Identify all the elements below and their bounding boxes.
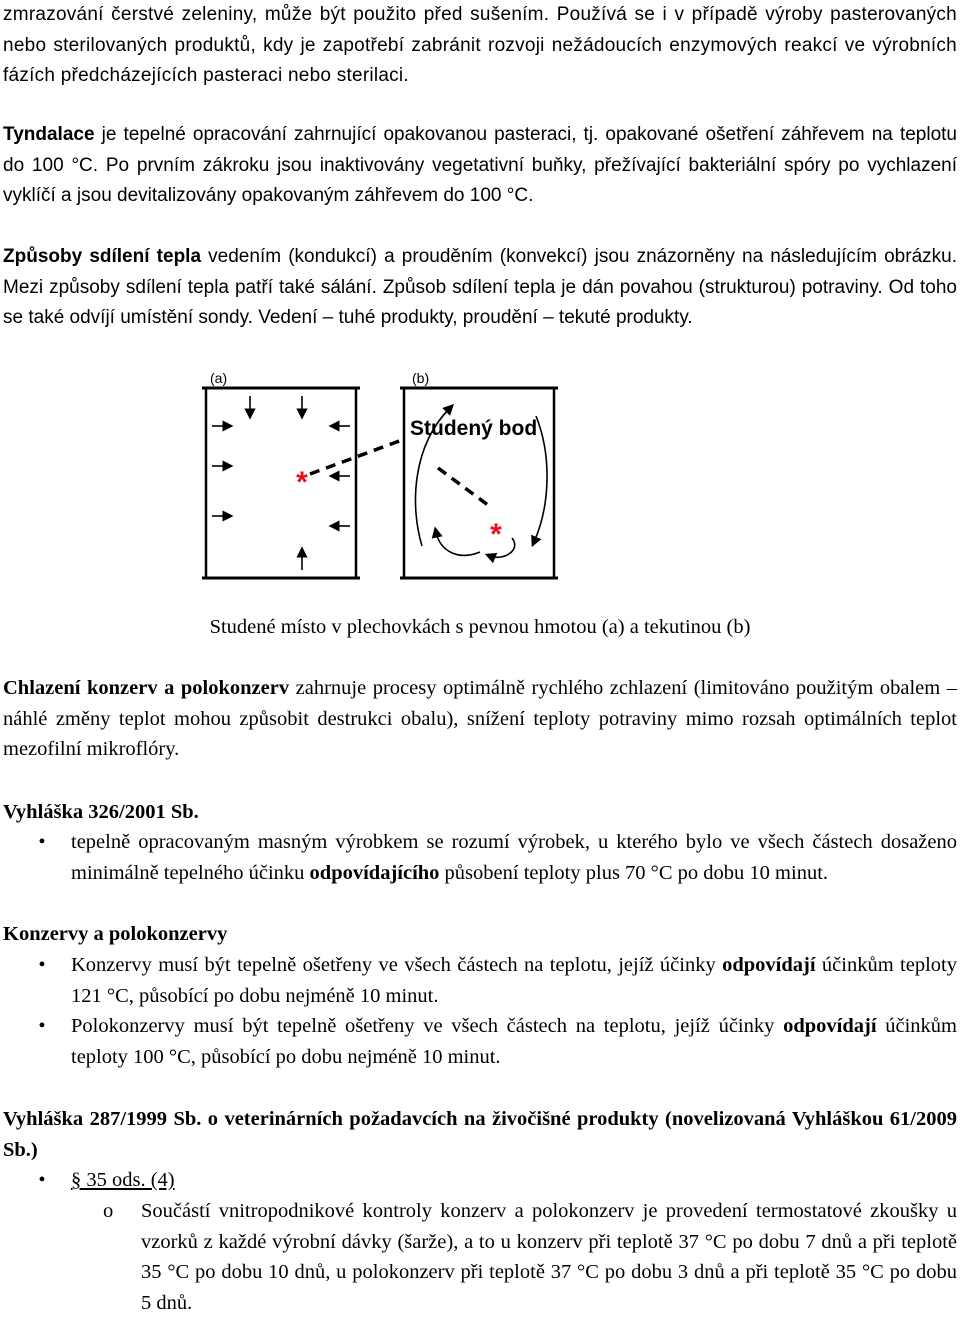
figure-label-a: (a) (210, 370, 228, 386)
bullet-icon: • (38, 1015, 46, 1037)
heading-vyhlaska-326: Vyhláška 326/2001 Sb. (3, 801, 199, 823)
sub-list-item (0, 1196, 960, 1317)
heading-vyhlaska-287: Vyhláška 287/1999 Sb. o veterinárních požadavcích na živočišné produkty (novelizovaná Vyhláškou 61/2009 Sb.) (3, 1108, 957, 1161)
list-item-text: tepelně opracovaným masným výrobkem se rozumí výrobek, u kterého bylo ve všech částech dosaženo minimálně tepelného účinku odpovídajícího působení teploty plus 70 °C po dobu 10 minut. (71, 831, 957, 884)
figure-label-b: (b) (412, 370, 430, 386)
paragraph-cooling (3, 673, 957, 765)
paragraph-cooling-text: zahrnuje procesy optimálně rychlého zchlazení (limitováno použitým obalem – náhlé změny teplot mohou způsobit destrukci obalu), snížení teploty potraviny mimo rozsah optimálních teplot mezofilní mikroflóry. (3, 677, 957, 760)
paragraph-tyndalace-text: je tepelné opracování zahrnující opakovanou pasteraci, tj. opakované ošetření záhřevem na teplotu do 100 °C. Po prvním zákroku jsou inaktivovány vegetativní buňky, přežívající bakteriální spóry po vychlazení vyklíčí a jsou devitalizovány opakovaným záhřevem do 100 °C. (3, 124, 957, 206)
cold-point-b-icon: * (490, 518, 502, 551)
paragraph-intro (3, 0, 957, 92)
paragraph-heat-transfer-text: vedením (kondukcí) a prouděním (konvekcí) jsou znázorněny na následujícím obrázku. Mezi způsoby sdílení tepla patří také sálání. Způsob sdílení tepla je dán povahou (strukturou) potraviny. Od toho se také odvíjí umístění sondy. Vedení – tuhé produkty, proudění – tekuté produkty. (3, 246, 957, 328)
figure-caption: Studené místo v plechovkách s pevnou hmotou (a) a tekutinou (b) (209, 616, 751, 638)
can-a-outline (206, 388, 356, 578)
list-item (0, 827, 960, 919)
sub-list-item-text: Součástí vnitropodnikové kontroly konzerv a polokonzerv je provedení termostatové zkoušky u vzorků z každé výrobní dávky (šarže), a to u konzerv při teplotě 37 °C po dobu 7 dnů a při teplotě 35 °C po dobu 10 dnů, u polokonzerv při teplotě 37 °C po dobu 3 dnů a při teplotě 35 °C po dobu 5 dnů. (141, 1200, 957, 1314)
leader-line-b (438, 468, 492, 508)
list-item (0, 950, 960, 1011)
paragraph-link[interactable]: § 35 ods. (4) (71, 1169, 175, 1191)
list-item-text: Konzervy musí být tepelně ošetřeny ve všech částech na teplotu, jejíž účinky odpovídají účinkům teploty 121 °C, působící po dobu nejméně 10 minut. (71, 954, 957, 1007)
term-tyndalace: Tyndalace (3, 124, 95, 145)
bullet-icon: • (38, 831, 46, 853)
list-item (0, 1011, 960, 1072)
can-a-conduction-arrows (212, 396, 350, 570)
term-heat-transfer: Způsoby sdílení tepla (3, 246, 202, 267)
circle-bullet-icon: o (103, 1200, 114, 1222)
list-item-text: Polokonzervy musí být tepelně ošetřeny ve všech částech na teplotu, jejíž účinky odpovídají účinkům teploty 100 °C, působící po dobu nejméně 10 minut. (71, 1015, 957, 1068)
paragraph-heat-transfer (3, 242, 957, 334)
bullet-icon: • (38, 954, 46, 976)
heading-konzervy: Konzervy a polokonzervy (3, 923, 228, 945)
can-a (202, 388, 360, 578)
cold-point-label: Studený bod (410, 417, 538, 440)
paragraph-tyndalace (3, 120, 957, 212)
cold-point-figure (190, 356, 570, 588)
term-cooling: Chlazení konzerv a polokonzerv (3, 677, 290, 699)
paragraph-intro-text: zmrazování čerstvé zeleniny, může být použito před sušením. Používá se i v případě výroby pasterovaných nebo sterilovaných produktů, kdy je zapotřebí zabránit rozvoji nežádoucích enzymových reakcí ve výrobních fázích předcházejících pasteraci nebo sterilaci. (3, 4, 957, 86)
cold-point-a-icon: * (296, 466, 308, 499)
bullet-icon: • (38, 1169, 46, 1191)
list-item (0, 1165, 960, 1196)
